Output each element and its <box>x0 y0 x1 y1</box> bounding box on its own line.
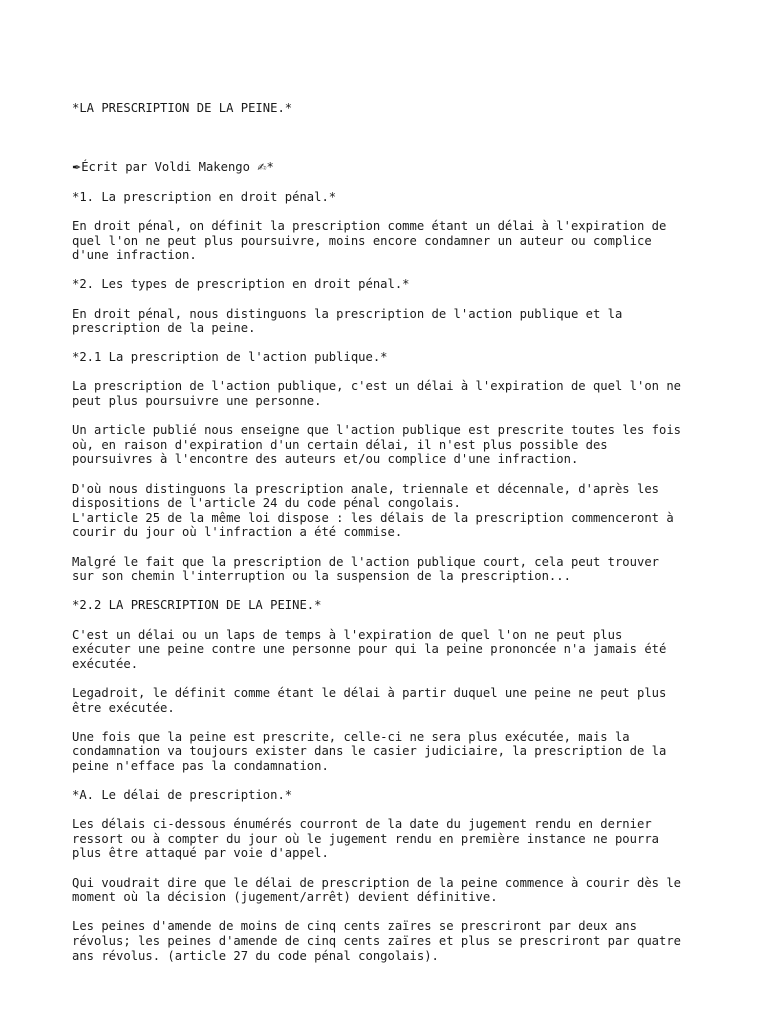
paragraph <box>72 919 712 963</box>
text-line: En droit pénal, nous distinguons la prescription de l'action publique et la <box>72 306 623 321</box>
text-line: *2.1 La prescription de l'action publique.* <box>72 350 388 365</box>
text-line: moment où la décision (jugement/arrêt) devient définitive. <box>72 890 498 905</box>
pen-nib-icon: ✒ <box>72 160 82 174</box>
paragraph <box>72 817 712 861</box>
text-line: courir du jour où l'infraction a été commise. <box>72 525 403 540</box>
text-line: exécuter une peine contre une personne pour qui la peine prononcée n'a jamais été <box>72 642 667 657</box>
text-line: La prescription de l'action publique, c'est un délai à l'expiration de quel l'on ne <box>72 379 682 394</box>
paragraph <box>72 598 712 613</box>
text-line: poursuivres à l'encontre des auteurs et/ou complice d'une infraction. <box>72 452 579 467</box>
byline <box>72 160 712 176</box>
text-line: *2.2 LA PRESCRIPTION DE LA PEINE.* <box>72 598 322 613</box>
document-page <box>72 72 712 978</box>
text-line: sur son chemin l'interruption ou la suspension de la prescription... <box>72 569 571 584</box>
paragraph <box>72 277 712 292</box>
text-line: quel l'on ne peut plus poursuivre, moins encore condamner un auteur ou complice <box>72 233 652 248</box>
byline-text: Écrit par Voldi Makengo <box>81 159 258 174</box>
text-line: D'où nous distinguons la prescription anale, triennale et décennale, d'après les <box>72 481 659 496</box>
text-line: Une fois que la peine est prescrite, celle-ci ne sera plus exécutée, mais la <box>72 729 630 744</box>
text-line: condamnation va toujours exister dans le casier judiciaire, la prescription de la <box>72 744 667 759</box>
text-line: Malgré le fait que la prescription de l'action publique court, cela peut trouver <box>72 554 659 569</box>
paragraph <box>72 628 712 672</box>
paragraph <box>72 876 712 905</box>
paragraph <box>72 307 712 336</box>
text-line: L'article 25 de la même loi dispose : les délais de la prescription commenceront à <box>72 510 674 525</box>
text-line: révolus; les peines d'amende de cinq cents zaïres et plus se prescriront par quatre <box>72 934 682 949</box>
paragraph <box>72 730 712 774</box>
text-line: dispositions de l'article 24 du code pénal congolais. <box>72 496 461 511</box>
text-line: où, en raison d'expiration d'un certain délai, il n'est plus possible des <box>72 437 608 452</box>
text-line: En droit pénal, on définit la prescription comme étant un délai à l'expiration de <box>72 218 667 233</box>
text-line: être exécutée. <box>72 700 175 715</box>
text-line: peine n'efface pas la condamnation. <box>72 758 329 773</box>
text-line: Un article publié nous enseigne que l'action publique est prescrite toutes les fois <box>72 423 682 438</box>
paragraph <box>72 350 712 365</box>
paragraph <box>72 788 712 803</box>
title-text: *LA PRESCRIPTION DE LA PEINE.* <box>72 101 293 116</box>
document-title <box>72 72 712 145</box>
paragraph <box>72 423 712 467</box>
writing-hand-icon: ✍ <box>257 160 267 174</box>
paragraph <box>72 219 712 263</box>
text-line: Les peines d'amende de moins de cinq cents zaïres se prescriront par deux ans <box>72 919 637 934</box>
text-line: Les délais ci-dessous énumérés courront de la date du jugement rendu en dernier <box>72 817 652 832</box>
text-line: exécutée. <box>72 656 139 671</box>
text-line: ressort ou à compter du jour où le jugement rendu en première instance ne pourra <box>72 831 659 846</box>
paragraph <box>72 482 712 540</box>
text-line: Legadroit, le définit comme étant le délai à partir duquel une peine ne peut plus <box>72 685 667 700</box>
text-line: ans révolus. (article 27 du code pénal congolais). <box>72 948 439 963</box>
text-line: *A. Le délai de prescription.* <box>72 788 293 803</box>
paragraph <box>72 686 712 715</box>
paragraph <box>72 379 712 408</box>
text-line: *2. Les types de prescription en droit pénal.* <box>72 277 410 292</box>
text-line: Qui voudrait dire que le délai de prescription de la peine commence à courir dès le <box>72 875 682 890</box>
text-line: d'une infraction. <box>72 248 197 263</box>
text-line: prescription de la peine. <box>72 321 256 336</box>
text-line: C'est un délai ou un laps de temps à l'expiration de quel l'on ne peut plus <box>72 627 623 642</box>
paragraph <box>72 190 712 205</box>
text-line: plus être attaqué par voie d'appel. <box>72 846 329 861</box>
text-line: peut plus poursuivre une personne. <box>72 394 322 409</box>
byline-suffix: * <box>266 159 274 174</box>
document-body <box>72 190 712 963</box>
text-line: *1. La prescription en droit pénal.* <box>72 189 337 204</box>
paragraph <box>72 555 712 584</box>
